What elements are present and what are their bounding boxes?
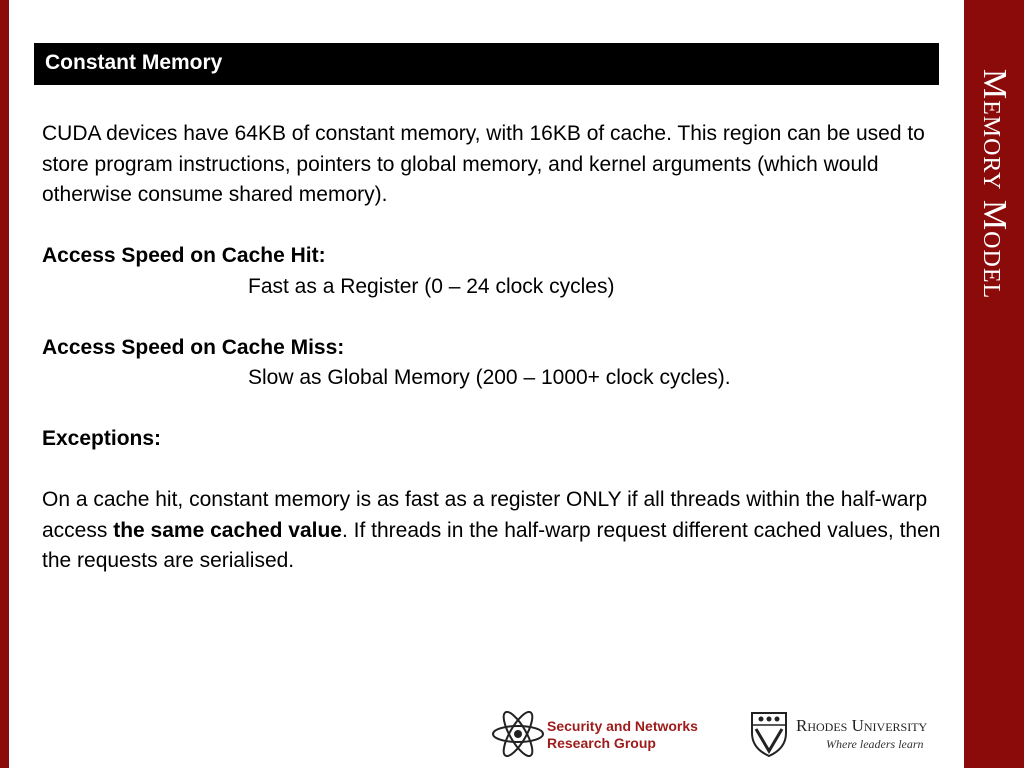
rhodes-logo (750, 711, 950, 757)
crest-icon (750, 711, 788, 757)
exceptions-text-end: . If threads in the half-warp request different cached values, then the requests are serialised. (42, 518, 941, 572)
intro-paragraph: CUDA devices have 64KB of constant memory, with 16KB of cache. This region can be used to store program instructions, pointers to global memory, and kernel arguments (which would otherwise consume shared memory). (42, 122, 925, 206)
snrg-line-1: Security and Networks (547, 718, 698, 734)
snrg-line-2: Research Group (547, 735, 656, 751)
slide-content (42, 119, 942, 577)
snrg-name (547, 718, 698, 752)
cache-miss-heading: Access Speed on Cache Miss: (42, 335, 345, 359)
slide-title-bar (34, 43, 939, 85)
rhodes-tagline: Where leaders learn (826, 737, 924, 751)
slide-title: Constant Memory (45, 51, 223, 74)
cache-hit-heading: Access Speed on Cache Hit: (42, 244, 326, 267)
snrg-logo (490, 711, 735, 757)
rhodes-university-name: Rhodes University (796, 716, 928, 735)
atom-icon (490, 711, 546, 757)
cache-hit-text: Fast as a Register (0 – 24 clock cycles) (248, 274, 615, 298)
exceptions-text-emphasis: the same cached value (113, 518, 342, 542)
left-accent-bar (0, 0, 9, 768)
section-side-title: Memory Model (976, 68, 1013, 300)
exceptions-heading: Exceptions: (42, 427, 162, 450)
cache-miss-text: Slow as Global Memory (200 – 1000+ clock cycles). (248, 366, 731, 389)
exceptions-paragraph (42, 485, 942, 577)
exceptions-text-start: On a cache hit, constant memory is as fast as a register ONLY if all threads within the half-warp access (42, 488, 928, 542)
